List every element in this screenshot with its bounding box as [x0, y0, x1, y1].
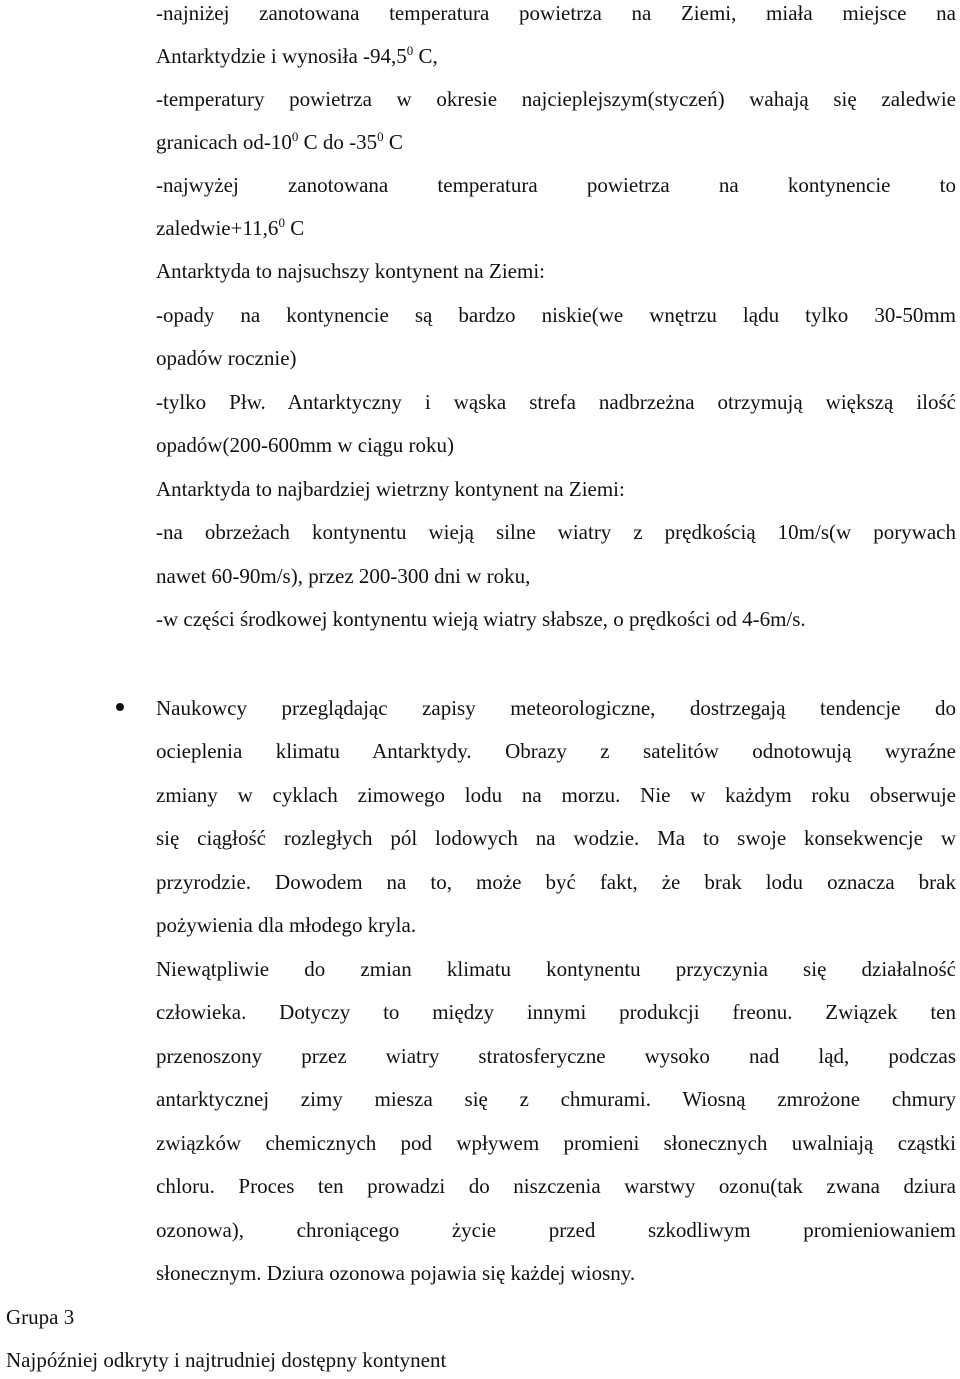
text-line: -najwyżej zanotowana temperatura powietrza na kontynencie to	[156, 173, 956, 197]
paragraph-line: się ciągłość rozległych pól lodowych na wodzie. Ma to swoje konsekwencje w	[156, 826, 956, 850]
paragraph-line: Niewątpliwie do zmian klimatu kontynentu przyczynia się działalność	[156, 957, 956, 981]
text-line: -tylko Płw. Antarktyczny i wąska strefa nadbrzeżna otrzymują większą ilość	[156, 390, 956, 414]
heading-line: Antarktyda to najsuchszy kontynent na Ziemi:	[156, 259, 545, 283]
paragraph-line: przenoszony przez wiatry stratosferyczne wysoko nad ląd, podczas	[156, 1044, 956, 1068]
text-line: -na obrzeżach kontynentu wieją silne wiatry z prędkością 10m/s(w porywach	[156, 520, 956, 544]
paragraph-line: zmiany w cyklach zimowego lodu na morzu. Nie w każdym roku obserwuje	[156, 783, 956, 807]
text-fragment: C,	[413, 44, 438, 68]
superscript: 0	[377, 129, 384, 144]
text-line: -opady na kontynencie są bardzo niskie(we wnętrzu lądu tylko 30-50mm	[156, 303, 956, 327]
paragraph-line: ozonowa), chroniącego życie przed szkodliwym promieniowaniem	[156, 1218, 956, 1242]
text-line	[156, 129, 956, 155]
superscript: 0	[406, 43, 414, 58]
paragraph-line: człowieka. Dotyczy to między innymi produkcji freonu. Związek ten	[156, 1000, 956, 1024]
text-line: -najniżej zanotowana temperatura powietrza na Ziemi, miała miejsce na	[156, 1, 956, 25]
text-fragment: granicach od-10	[156, 130, 292, 154]
text-line: -w części środkowej kontynentu wieją wiatry słabsze, o prędkości od 4-6m/s.	[156, 607, 806, 631]
footer-group-label: Grupa 3	[6, 1305, 75, 1329]
paragraph-line: Naukowcy przeglądając zapisy meteorologiczne, dostrzegają tendencje do	[156, 696, 956, 720]
text-fragment: C	[284, 216, 305, 240]
bullet-icon	[116, 703, 124, 711]
heading-line: Antarktyda to najbardziej wietrzny kontynent na Ziemi:	[156, 477, 625, 501]
paragraph-line: słonecznym. Dziura ozonowa pojawia się każdej wiosny.	[156, 1261, 636, 1285]
text-line	[156, 215, 956, 241]
paragraph-line: związków chemicznych pod wpływem promieni słonecznych uwalniają cząstki	[156, 1131, 956, 1155]
paragraph-line: pożywienia dla młodego kryla.	[156, 913, 417, 937]
text-fragment: C do -35	[298, 130, 378, 154]
paragraph-line: antarktycznej zimy miesza się z chmurami. Wiosną zmrożone chmury	[156, 1087, 956, 1111]
text-line: opadów(200-600mm w ciągu roku)	[156, 433, 455, 457]
text-line: -temperatury powietrza w okresie najcieplejszym(styczeń) wahają się zaledwie	[156, 87, 956, 111]
text-line: nawet 60-90m/s), przez 200-300 dni w roku,	[156, 564, 531, 588]
text-line: opadów rocznie)	[156, 346, 297, 370]
text-fragment: Antarktydzie i wynosiła -94,5	[156, 44, 407, 68]
paragraph-line: ocieplenia klimatu Antarktydy. Obrazy z satelitów odnotowują wyraźne	[156, 739, 956, 763]
footer-title: Najpóźniej odkryty i najtrudniej dostępny kontynent	[6, 1348, 447, 1372]
superscript: 0	[278, 215, 285, 230]
text-line	[156, 43, 956, 69]
superscript: 0	[291, 129, 299, 144]
paragraph-line: przyrodzie. Dowodem na to, może być fakt, że brak lodu oznacza brak	[156, 870, 956, 894]
text-fragment: zaledwie+11,6	[156, 216, 279, 240]
paragraph-line: chloru. Proces ten prowadzi do niszczenia warstwy ozonu(tak zwana dziura	[156, 1174, 956, 1198]
text-fragment: C	[383, 130, 403, 154]
